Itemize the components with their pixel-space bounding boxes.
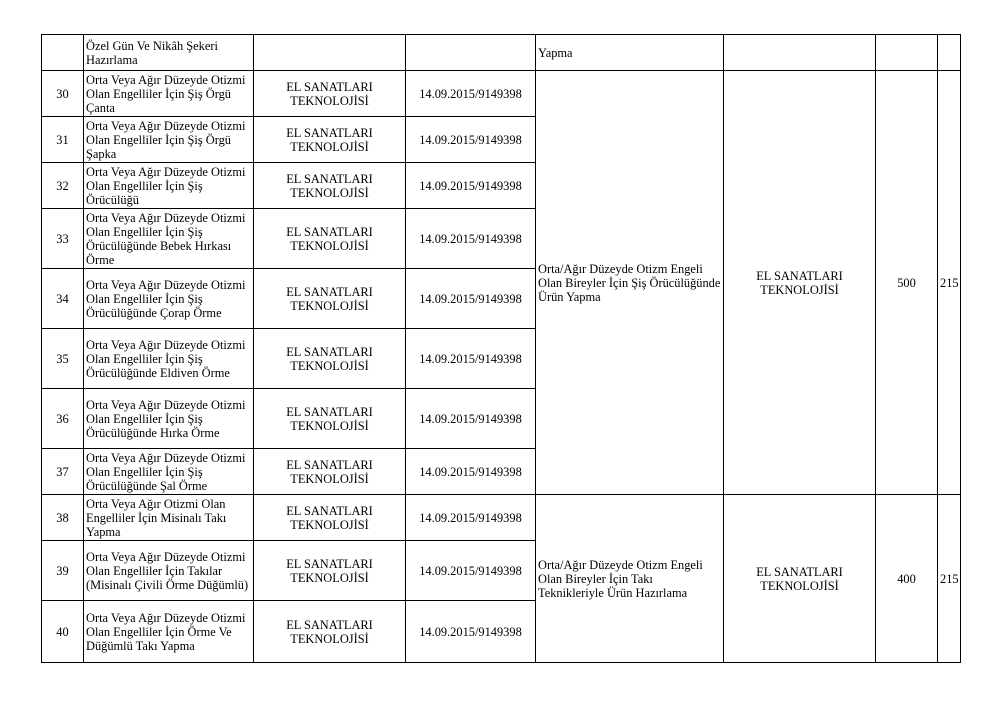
course-name-cell: Orta Veya Ağır Düzeyde Otizmi Olan Engelliler İçin Takılar (Misinalı Çivili Örme Düğümlü) [84, 541, 254, 601]
approval-date-cell: 14.09.2015/9149398 [406, 449, 536, 495]
row-number-cell: 40 [42, 601, 84, 663]
row-number-cell: 37 [42, 449, 84, 495]
course-name-cell: Orta Veya Ağır Düzeyde Otizmi Olan Engelliler İçin Şiş Örücülüğü [84, 163, 254, 209]
program-cell: EL SANATLARI TEKNOLOJİSİ [254, 329, 406, 389]
code-cell [938, 35, 961, 71]
approval-date-cell: 14.09.2015/9149398 [406, 71, 536, 117]
course-table [41, 34, 961, 663]
program-cell: EL SANATLARI TEKNOLOJİSİ [254, 209, 406, 269]
code-cell: 215 [938, 71, 961, 495]
program-cell: EL SANATLARI TEKNOLOJİSİ [254, 541, 406, 601]
approval-date-cell: 14.09.2015/9149398 [406, 269, 536, 329]
area-cell [724, 35, 876, 71]
row-number-cell: 30 [42, 71, 84, 117]
program-cell: EL SANATLARI TEKNOLOJİSİ [254, 601, 406, 663]
program-cell: EL SANATLARI TEKNOLOJİSİ [254, 449, 406, 495]
course-name-cell: Orta Veya Ağır Düzeyde Otizmi Olan Engelliler İçin Şiş Örgü Çanta [84, 71, 254, 117]
row-number-cell: 35 [42, 329, 84, 389]
course-name-cell: Özel Gün Ve Nikâh Şekeri Hazırlama [84, 35, 254, 71]
program-cell: EL SANATLARI TEKNOLOJİSİ [254, 71, 406, 117]
row-number-cell [42, 35, 84, 71]
approval-date-cell: 14.09.2015/9149398 [406, 495, 536, 541]
program-cell: EL SANATLARI TEKNOLOJİSİ [254, 495, 406, 541]
course-name-cell: Orta Veya Ağır Düzeyde Otizmi Olan Engelliler İçin Şiş Örücülüğünde Bebek Hırkası Örme [84, 209, 254, 269]
table-row [42, 71, 961, 117]
approval-date-cell: 14.09.2015/9149398 [406, 329, 536, 389]
row-number-cell: 32 [42, 163, 84, 209]
approval-date-cell: 14.09.2015/9149398 [406, 601, 536, 663]
area-cell: EL SANATLARI TEKNOLOJİSİ [724, 71, 876, 495]
course-name-cell: Orta Veya Ağır Düzeyde Otizmi Olan Engelliler İçin Şiş Örücülüğünde Çorap Örme [84, 269, 254, 329]
course-name-cell: Orta Veya Ağır Düzeyde Otizmi Olan Engelliler İçin Şiş Örücülüğünde Eldiven Örme [84, 329, 254, 389]
area-cell: EL SANATLARI TEKNOLOJİSİ [724, 495, 876, 663]
row-number-cell: 34 [42, 269, 84, 329]
program-cell: EL SANATLARI TEKNOLOJİSİ [254, 117, 406, 163]
hours-cell [876, 35, 938, 71]
approval-date-cell: 14.09.2015/9149398 [406, 541, 536, 601]
course-name-cell: Orta Veya Ağır Düzeyde Otizmi Olan Engelliler İçin Şiş Örücülüğünde Şal Örme [84, 449, 254, 495]
program-cell [254, 35, 406, 71]
hours-cell: 400 [876, 495, 938, 663]
module-cell: Orta/Ağır Düzeyde Otizm Engeli Olan Bireyler İçin Takı Teknikleriyle Ürün Hazırlama [536, 495, 724, 663]
table-row [42, 495, 961, 541]
module-cell: Orta/Ağır Düzeyde Otizm Engeli Olan Bireyler İçin Şiş Örücülüğünde Ürün Yapma [536, 71, 724, 495]
course-name-cell: Orta Veya Ağır Düzeyde Otizmi Olan Engelliler İçin Şiş Örücülüğünde Hırka Örme [84, 389, 254, 449]
program-cell: EL SANATLARI TEKNOLOJİSİ [254, 163, 406, 209]
module-cell: Yapma [536, 35, 724, 71]
program-cell: EL SANATLARI TEKNOLOJİSİ [254, 389, 406, 449]
course-name-cell: Orta Veya Ağır Düzeyde Otizmi Olan Engelliler İçin Örme Ve Düğümlü Takı Yapma [84, 601, 254, 663]
code-cell: 215 [938, 495, 961, 663]
course-name-cell: Orta Veya Ağır Düzeyde Otizmi Olan Engelliler İçin Şiş Örgü Şapka [84, 117, 254, 163]
hours-cell: 500 [876, 71, 938, 495]
row-number-cell: 39 [42, 541, 84, 601]
approval-date-cell: 14.09.2015/9149398 [406, 209, 536, 269]
row-number-cell: 33 [42, 209, 84, 269]
program-cell: EL SANATLARI TEKNOLOJİSİ [254, 269, 406, 329]
table-row [42, 35, 961, 71]
approval-date-cell: 14.09.2015/9149398 [406, 117, 536, 163]
row-number-cell: 36 [42, 389, 84, 449]
course-name-cell: Orta Veya Ağır Otizmi Olan Engelliler İçin Misinalı Takı Yapma [84, 495, 254, 541]
approval-date-cell: 14.09.2015/9149398 [406, 389, 536, 449]
row-number-cell: 38 [42, 495, 84, 541]
approval-date-cell: 14.09.2015/9149398 [406, 163, 536, 209]
approval-date-cell [406, 35, 536, 71]
row-number-cell: 31 [42, 117, 84, 163]
